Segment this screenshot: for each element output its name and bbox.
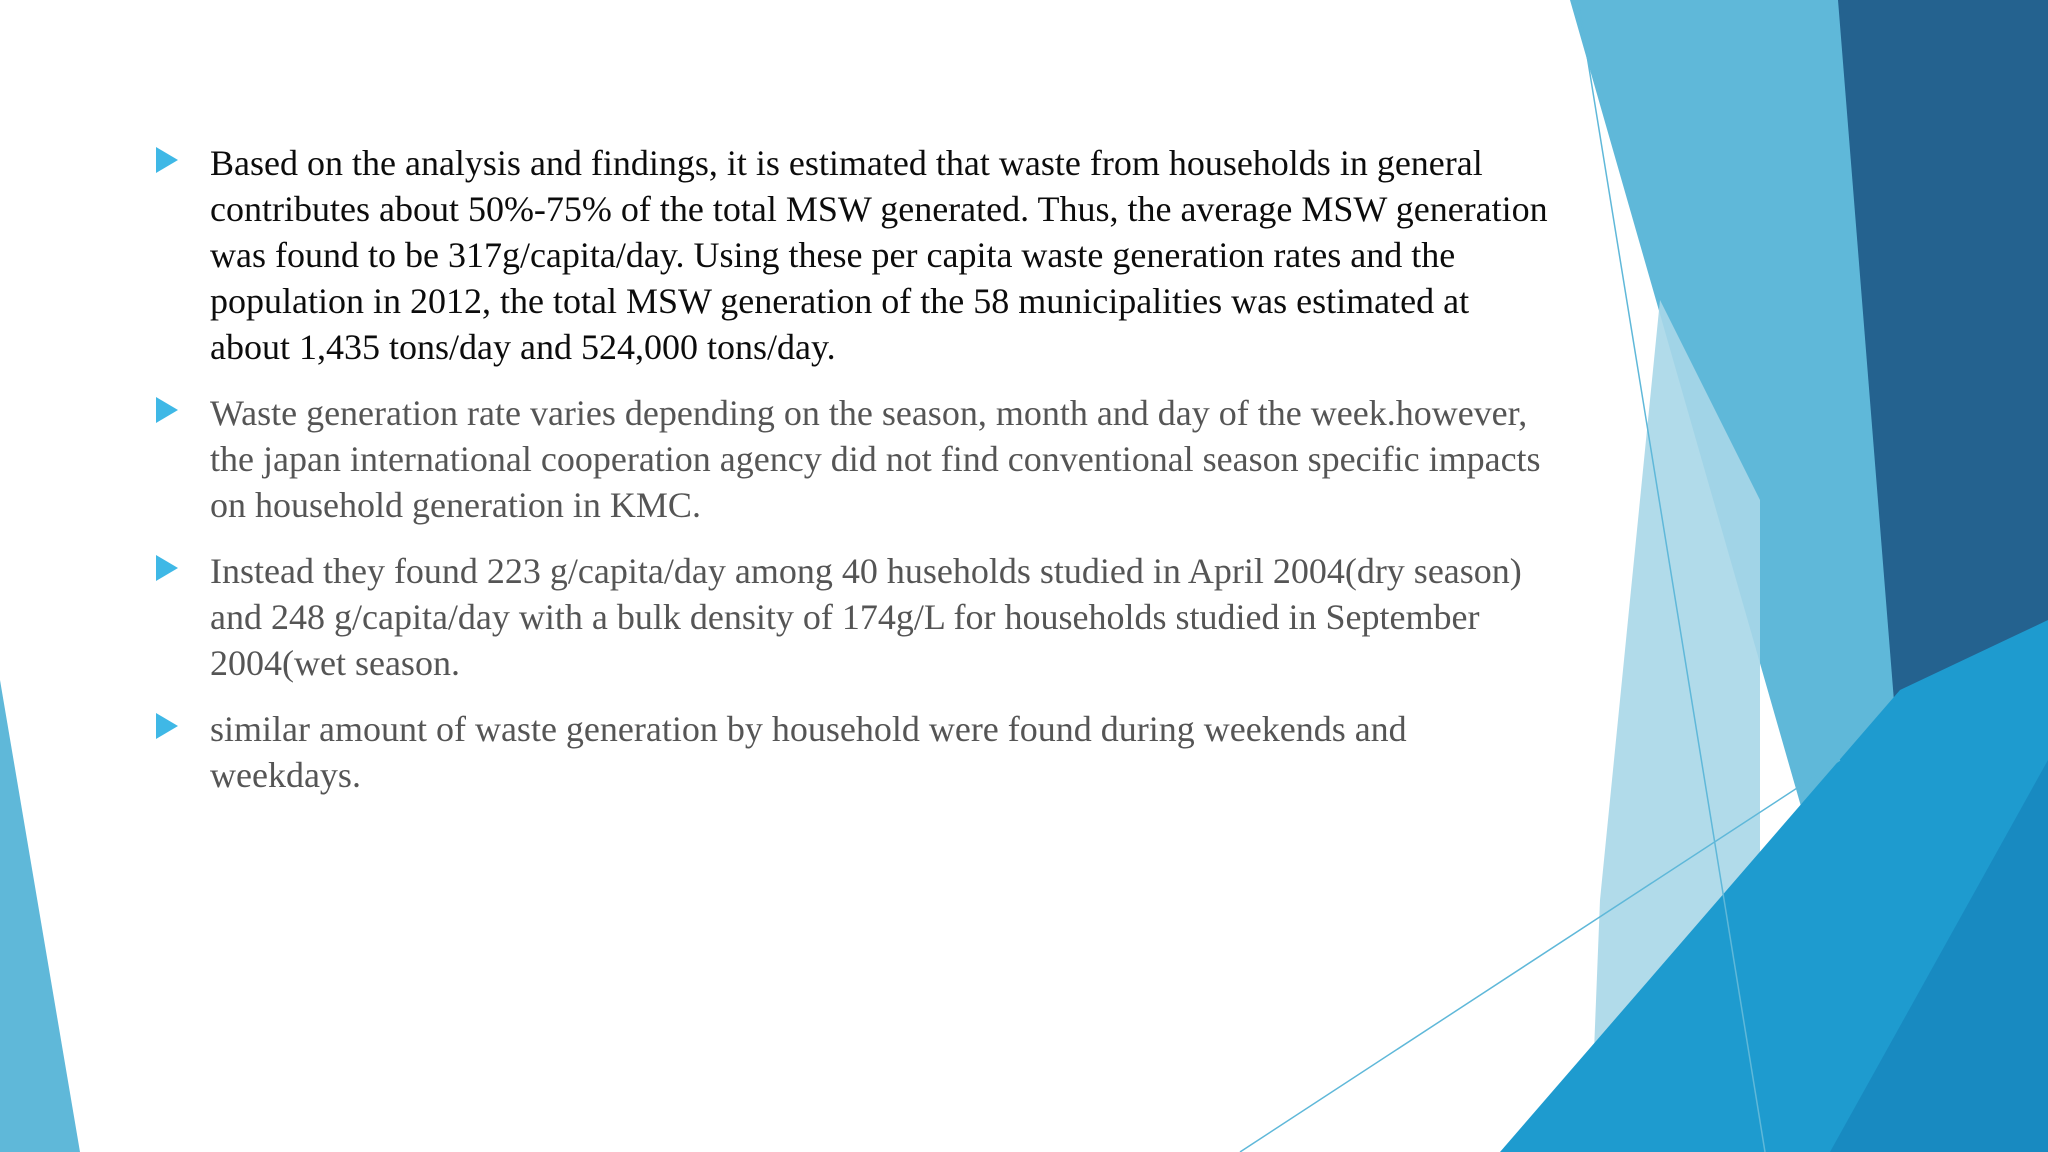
bullet-list	[150, 140, 1550, 798]
triangle-bullet-icon	[156, 713, 178, 739]
triangle-bullet-icon	[156, 397, 178, 423]
bullet-text: Waste generation rate varies depending on the season, month and day of the week.however, the japan international cooperation agency did not find conventional season specific impacts on household generation in KMC.	[210, 393, 1541, 525]
bullet-item	[150, 140, 1550, 370]
triangle-bullet-icon	[156, 147, 178, 173]
bullet-item	[150, 706, 1550, 798]
bullet-item	[150, 390, 1550, 528]
triangle-bullet-icon	[156, 555, 178, 581]
left-edge-shape	[0, 680, 80, 1152]
bullet-text: similar amount of waste generation by household were found during weekends and weekdays.	[210, 709, 1407, 795]
bullet-text: Based on the analysis and findings, it is estimated that waste from households in general contributes about 50%-75% of the total MSW generated. Thus, the average MSW generation was found to be 317g/capita/day. Using these per capita waste generation rates and the population in 2012, the total MSW generation of the 58 municipalities was estimated at about 1,435 tons/day and 524,000 tons/day.	[210, 143, 1548, 367]
bullet-item	[150, 548, 1550, 686]
slide-content	[150, 140, 1550, 818]
bullet-text: Instead they found 223 g/capita/day among 40 huseholds studied in April 2004(dry season) and 248 g/capita/day with a bulk density of 174g/L for households studied in September 2004(wet season.	[210, 551, 1522, 683]
